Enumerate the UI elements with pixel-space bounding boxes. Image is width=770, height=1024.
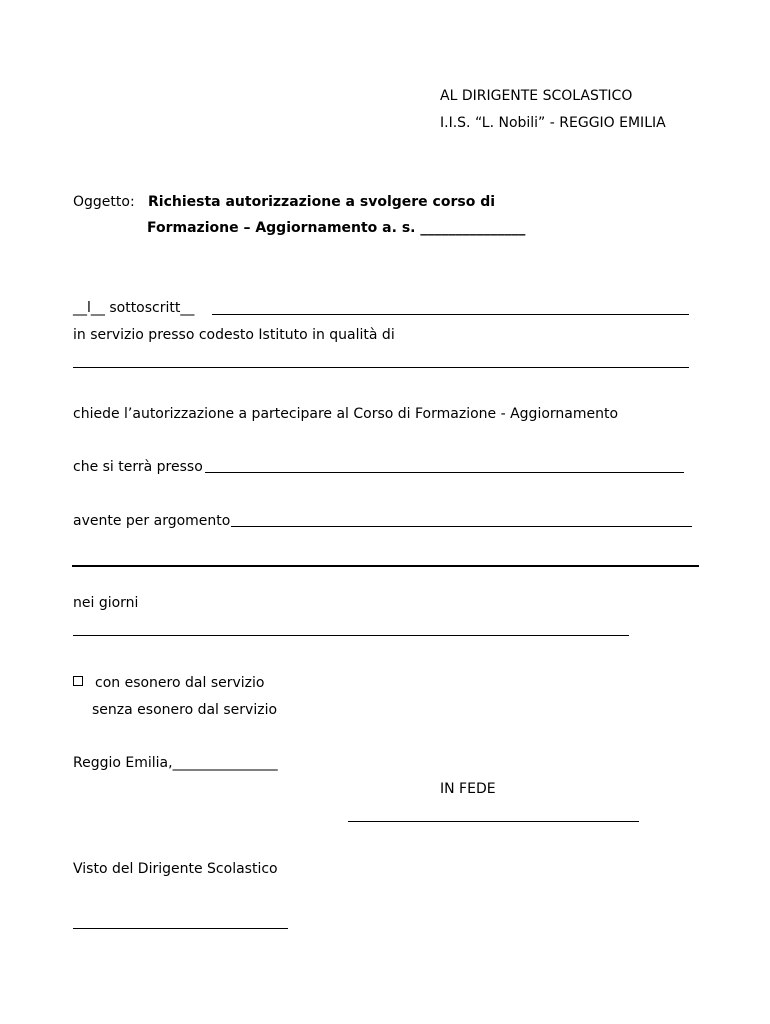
undersigned-label: __l__ sottoscritt__ [73,300,195,316]
director-signature-field[interactable] [73,928,288,929]
topic-field-continuation[interactable] [72,565,699,567]
signature-field[interactable] [348,821,639,822]
request-text: chiede l’autorizzazione a partecipare al Corso di Formazione - Aggiornamento [73,406,619,422]
visto-label: Visto del Dirigente Scolastico [73,861,278,877]
venue-label: che si terrà presso [73,459,203,475]
service-label: in servizio presso codesto Istituto in qualità di [73,327,395,343]
option-without-exemption[interactable]: senza esonero dal servizio [92,702,278,718]
topic-label: avente per argomento [73,513,231,529]
checkbox-icon[interactable] [73,676,83,686]
option-with-exemption[interactable] [73,674,264,692]
subject-label: Oggetto: [73,194,135,210]
days-label: nei giorni [73,595,139,611]
role-field[interactable] [73,367,689,368]
recipient-line-2: I.I.S. “L. Nobili” - REGGIO EMILIA [440,115,666,131]
undersigned-name-field[interactable] [212,314,689,315]
topic-field[interactable] [231,526,692,527]
subject-line-1: Richiesta autorizzazione a svolgere corso di [148,194,496,210]
in-fede-label: IN FEDE [440,781,496,797]
subject-line-2: Formazione – Aggiornamento a. s. _______________ [147,220,526,236]
days-field[interactable] [73,635,629,636]
venue-field[interactable] [205,472,684,473]
option-with-exemption-label: con esonero dal servizio [95,675,265,691]
place-date: Reggio Emilia,_______________ [73,755,278,771]
recipient-line-1: AL DIRIGENTE SCOLASTICO [440,88,633,104]
